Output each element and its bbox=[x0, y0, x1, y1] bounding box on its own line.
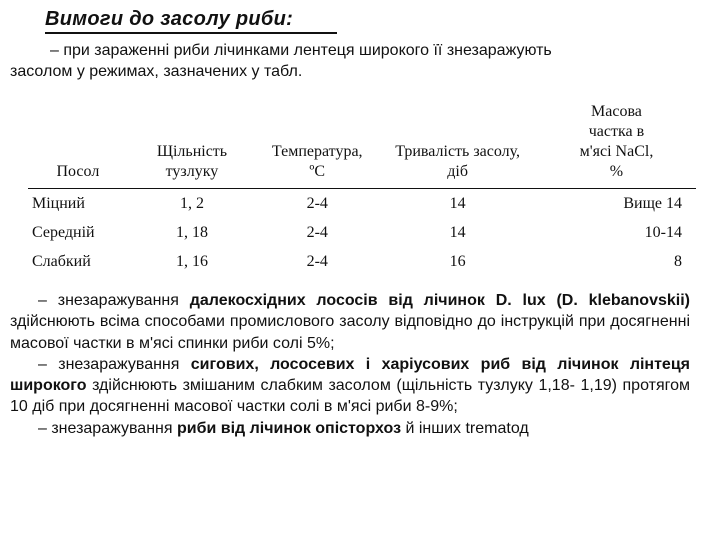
header-salting-label: Посол bbox=[56, 163, 100, 180]
cell-salting: Середній bbox=[32, 223, 95, 241]
cell-temperature: 2-4 bbox=[306, 194, 328, 212]
table-header-row bbox=[28, 102, 696, 189]
intro-text bbox=[10, 40, 690, 82]
header-mass-fraction bbox=[537, 102, 696, 189]
cell-mass-fraction: Вище 14 bbox=[623, 194, 682, 212]
table-row bbox=[28, 247, 696, 276]
header-duration-line-1: Тривалість засолу, bbox=[395, 143, 521, 160]
header-temperature-line-1: Температура, bbox=[271, 143, 363, 160]
paragraph-2-lead: – знезаражування bbox=[38, 355, 191, 373]
intro-line-2: засолом у режимах, зазначених у табл. bbox=[10, 63, 303, 80]
table-row bbox=[28, 189, 696, 219]
paragraph-whitefish-salmon-grayling bbox=[10, 354, 690, 418]
header-salting bbox=[28, 102, 128, 189]
header-mass-line-2: частка в bbox=[588, 123, 645, 140]
cell-density: 1, 16 bbox=[175, 252, 208, 270]
paragraph-1-lead: – знезаражування bbox=[38, 292, 190, 309]
cell-salting: Міцний bbox=[32, 194, 85, 212]
header-mass-line-1: Масова bbox=[591, 103, 642, 120]
cell-duration: 14 bbox=[449, 194, 466, 212]
header-density-line-2: тузлуку bbox=[165, 163, 219, 180]
cell-density: 1, 2 bbox=[179, 194, 204, 212]
paragraph-3-lead: – знезаражування bbox=[38, 419, 177, 437]
header-density bbox=[128, 102, 256, 189]
paragraph-opisthorchis bbox=[10, 418, 690, 439]
paragraph-1-emphasis: далекосхідних лососів від лічинок D. lux (D. klebanovskii) bbox=[189, 292, 690, 309]
title-underline bbox=[45, 32, 337, 34]
page-title: Вимоги до засолу риби: bbox=[45, 8, 294, 30]
header-mass-line-4: % bbox=[609, 163, 624, 180]
cell-duration: 16 bbox=[449, 252, 466, 270]
cell-mass-fraction: 8 bbox=[674, 252, 682, 270]
header-temperature bbox=[256, 102, 378, 189]
header-temperature-line-2: ºС bbox=[309, 163, 326, 180]
paragraph-2-rest: здійснюють змішаним слабким засолом (щільність тузлуку 1,18- 1,19) протягом 10 діб при досягненні масової частки солі в м'ясі риби 8-9%; bbox=[10, 377, 690, 416]
paragraph-3-emphasis: риби від лічинок опісторхоз bbox=[176, 419, 402, 437]
cell-duration: 14 bbox=[449, 223, 466, 241]
paragraph-far-east-salmon bbox=[10, 290, 690, 354]
header-mass-line-3: м'ясі NaCl, bbox=[579, 143, 654, 160]
paragraph-1-rest: здійснюють всіма способами промислового засолу відповідно до інструкцій при досягненні масової частки в м'ясі спинки риби солі 5%; bbox=[10, 313, 690, 352]
intro-line-1: – при зараженні риби лічинками лентеця широкого її знезаражують bbox=[50, 42, 552, 59]
cell-mass-fraction: 10-14 bbox=[644, 223, 682, 241]
table-row bbox=[28, 218, 696, 247]
header-density-line-1: Щільність bbox=[156, 143, 228, 160]
cell-salting: Слабкий bbox=[32, 252, 91, 270]
cell-temperature: 2-4 bbox=[306, 252, 328, 270]
paragraph-2-emphasis: сигових, лососевих і харіусових риб від лічинок лінтеця широкого bbox=[10, 355, 690, 395]
cell-temperature: 2-4 bbox=[306, 223, 328, 241]
header-duration-line-2: діб bbox=[447, 163, 468, 180]
cell-density: 1, 18 bbox=[175, 223, 208, 241]
paragraph-3-rest: й інших trematод bbox=[401, 419, 529, 437]
header-duration bbox=[378, 102, 537, 189]
salting-modes-table bbox=[28, 102, 696, 276]
requirements-text bbox=[10, 290, 690, 439]
